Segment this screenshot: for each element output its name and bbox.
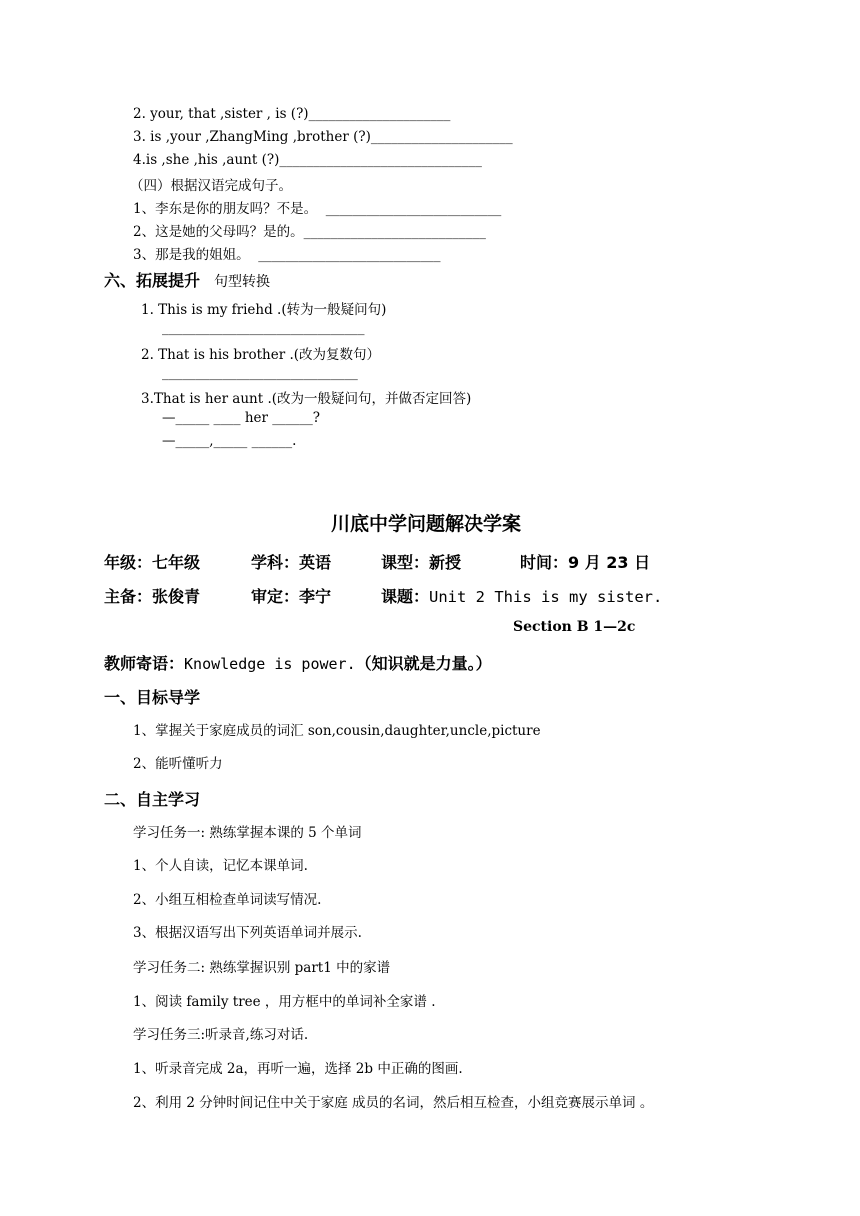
task-1-item-1: 1、个人自读，记忆本课单词.	[133, 858, 308, 874]
section-6-item-2-answer: _____________________________	[162, 365, 358, 381]
section-4-item-2: 2、这是她的父母吗？是的。___________________________	[133, 224, 486, 240]
heading-objectives: 一、目标导学	[104, 688, 201, 707]
section-4-title: （四）根据汉语完成句子。	[130, 178, 292, 194]
task-2-title: 学习任务二: 熟练掌握识别 part1 中的家谱	[133, 960, 391, 976]
objective-item-1: 1、掌握关于家庭成员的词汇 son,cousin,daughter,uncle,picture	[133, 723, 541, 739]
section-4-item-1: 1、李东是你的朋友吗？不是。 __________________________	[133, 201, 502, 217]
task-3-item-2: 2、利用 2 分钟时间记住中关于家庭 成员的名词，然后相互检查，小组竞赛展示单词 。	[133, 1095, 654, 1111]
task-3-item-1: 1、听录音完成 2a，再听一遍，选择 2b 中正确的图画.	[133, 1061, 463, 1077]
section-subtitle: Section B 1—2c	[513, 619, 636, 635]
message-english: Knowledge is power.	[184, 655, 356, 673]
exercise-3-item-2: 2. your, that ,sister , is (?)_____________________	[133, 106, 451, 122]
lead-teacher-label: 主备：张俊青	[104, 587, 201, 606]
page-title: 川底中学问题解决学案	[331, 513, 522, 535]
heading-self-study: 二、自主学习	[104, 790, 201, 809]
exercise-3-item-3: 3. is ,your ,ZhangMing ,brother (?)_____________________	[133, 129, 513, 145]
reviewer-label: 审定：李宁	[251, 587, 332, 606]
task-2-item-1: 1、阅读 family tree ，用方框中的单词补全家谱 .	[133, 994, 436, 1010]
section-6-heading: 六、拓展提升 句型转换	[104, 271, 271, 290]
task-3-title: 学习任务三:听录音,练习对话.	[133, 1027, 309, 1043]
task-1-item-2: 2、小组互相检查单词读写情况.	[133, 892, 322, 908]
topic-line: 课题：Unit 2 This is my sister.	[381, 587, 663, 606]
section-6-subtitle: 句型转换	[214, 274, 271, 290]
date-label: 时间：9 月 23 日	[520, 553, 651, 572]
lesson-type-label: 课型：新授	[381, 553, 462, 572]
section-6-item-3-line-1: —_____ ____ her ______?	[162, 410, 320, 426]
exercise-3-item-4: 4.is ,she ,his ,aunt (?)______________________________	[133, 152, 482, 168]
task-1-title: 学习任务一: 熟练掌握本课的 5 个单词	[133, 825, 362, 841]
section-6-item-1: 1. This is my friehd .(转为一般疑问句)	[141, 302, 387, 318]
section-6-item-2: 2. That is his brother .(改为复数句）	[141, 347, 381, 363]
section-6-item-1-answer: ______________________________	[162, 320, 365, 336]
section-6-item-3-line-2: —_____,_____ ______.	[162, 433, 297, 449]
topic-text: Unit 2 This is my sister.	[429, 588, 663, 606]
objective-item-2: 2、能听懂听力	[133, 756, 223, 772]
section-6-item-3: 3.That is her aunt .(改为一般疑问句，并做否定回答)	[141, 391, 472, 407]
message-chinese: （知识就是力量。）	[355, 654, 492, 673]
section-4-item-3: 3、那是我的姐姐。 ___________________________	[133, 247, 441, 263]
teacher-message: 教师寄语：Knowledge is power.（知识就是力量。）	[104, 654, 492, 673]
task-1-item-3: 3、根据汉语写出下列英语单词并展示.	[133, 925, 362, 941]
grade-label: 年级：七年级	[104, 553, 201, 572]
subject-label: 学科：英语	[251, 553, 332, 572]
